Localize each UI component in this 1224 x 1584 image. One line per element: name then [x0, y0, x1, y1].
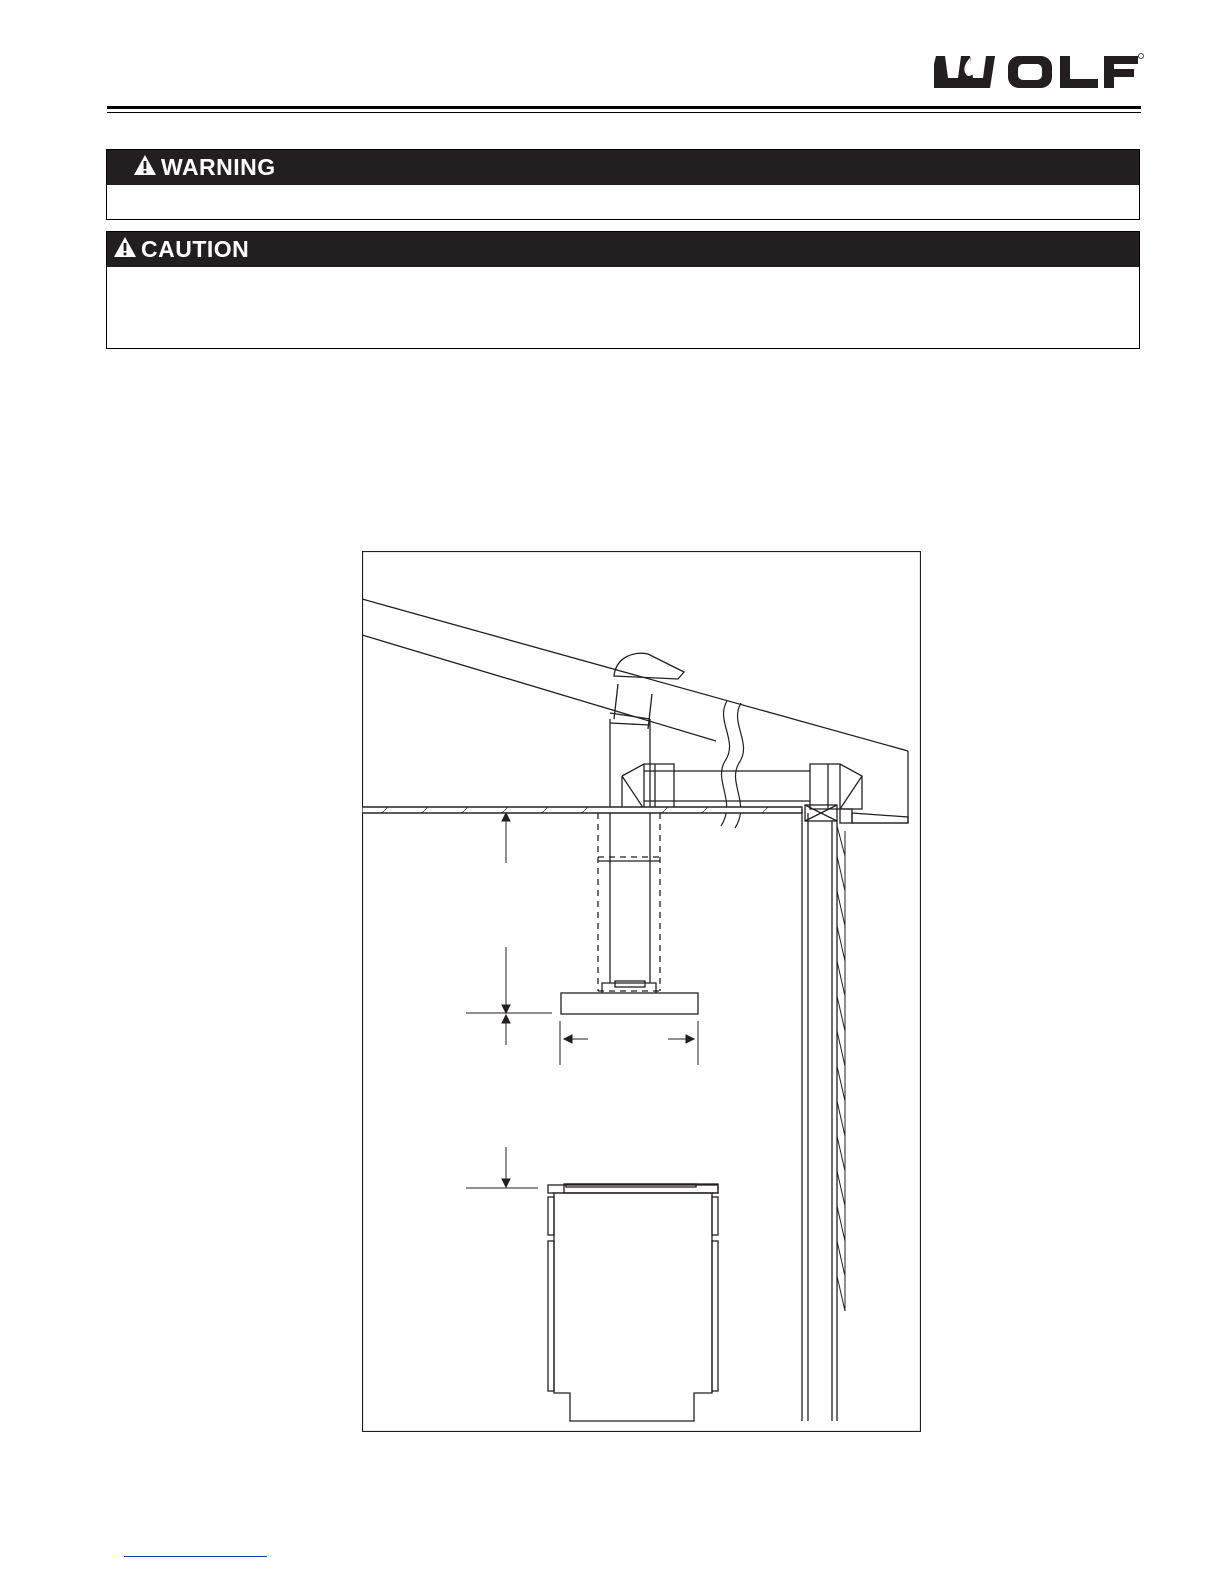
dimension-lines: [466, 813, 698, 1188]
hood-chimney: [598, 813, 660, 993]
header-rule: [107, 106, 1141, 109]
warning-box: [106, 149, 1140, 220]
exterior-wall: [802, 809, 845, 1421]
warning-header: [107, 150, 1139, 185]
footer-link-underline[interactable]: [124, 1556, 267, 1557]
hood-canopy: [561, 993, 698, 1014]
header-block: [805, 805, 908, 823]
ceiling: [362, 807, 802, 813]
wolf-logo: [934, 50, 1144, 90]
roof-cap: [610, 653, 684, 729]
warning-title: WARNING: [161, 154, 276, 180]
caution-title: CAUTION: [141, 236, 250, 262]
caution-header: [107, 232, 1139, 267]
installation-diagram: [362, 551, 921, 1432]
warning-triangle-icon: [133, 154, 157, 182]
warning-body: [107, 185, 1139, 201]
range-appliance: [548, 1184, 718, 1421]
horizontal-duct: [622, 764, 862, 809]
caution-box: [106, 231, 1140, 349]
roof: [362, 599, 908, 823]
header-rule-thin: [107, 112, 1141, 113]
siding: [837, 826, 845, 1311]
caution-triangle-icon: [113, 236, 137, 264]
caution-body: [107, 267, 1139, 283]
